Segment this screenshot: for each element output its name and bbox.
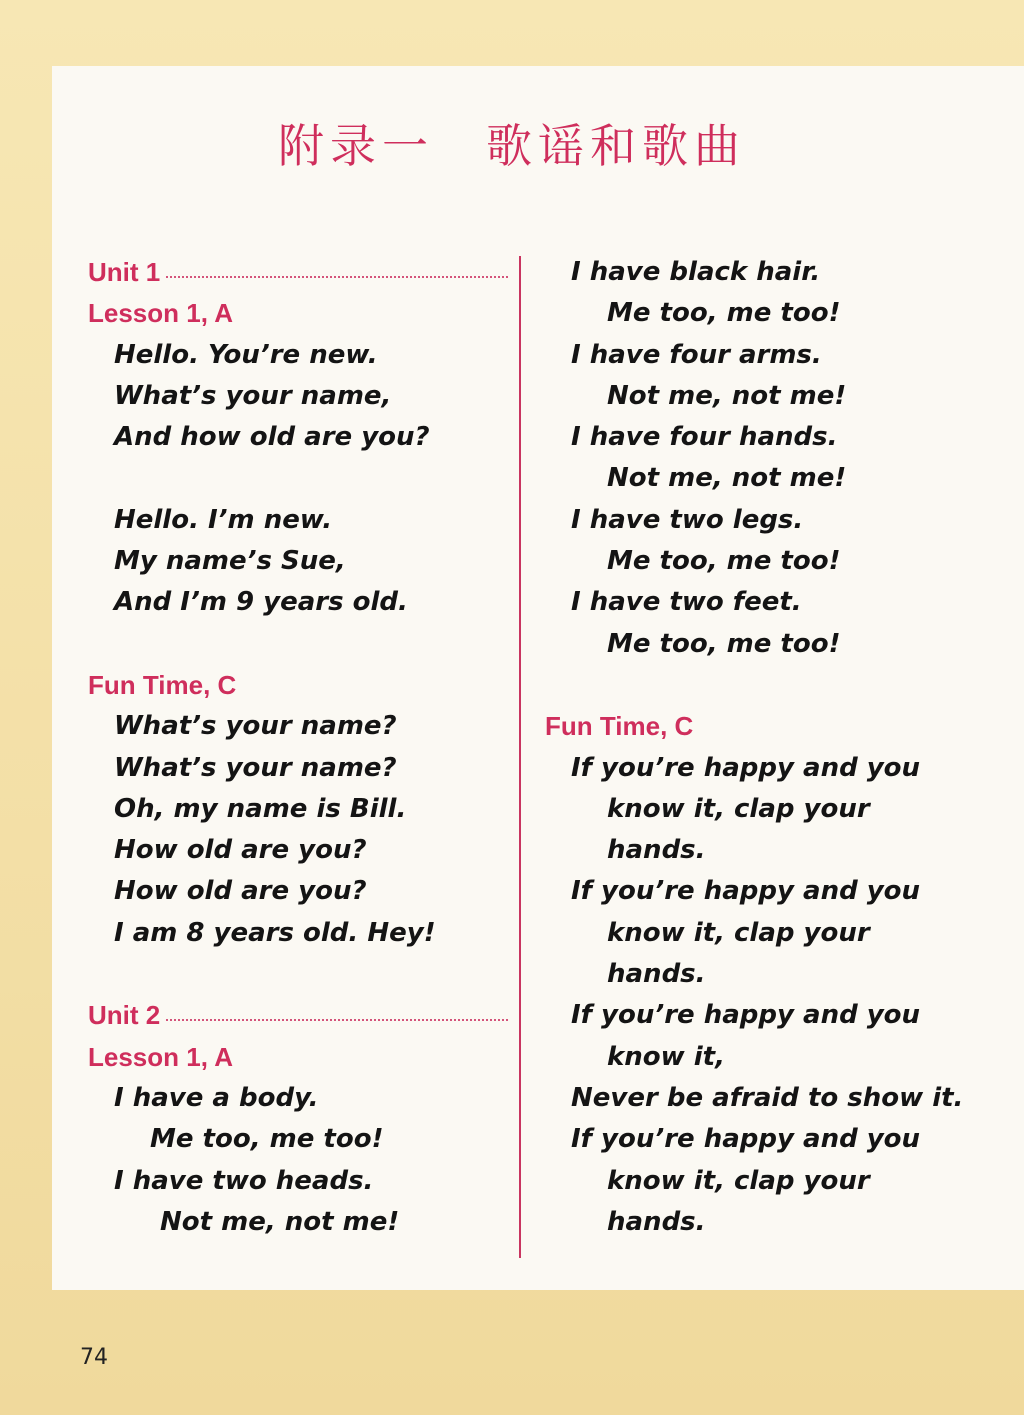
lyric-line: Not me, not me! <box>607 463 847 494</box>
lyric-block <box>545 748 1015 1244</box>
lyric-line: If you’re happy and you <box>571 876 921 907</box>
lesson-heading: Lesson 1, A <box>88 1041 233 1072</box>
lesson-heading: Lesson 1, A <box>88 298 233 329</box>
lyric-line: Me too, me too! <box>150 1124 384 1155</box>
lyric-line: know it, clap your <box>607 793 870 824</box>
lyric-line: I have four hands. <box>571 422 838 453</box>
column-divider <box>519 256 521 1258</box>
lyric-line: My name’s Sue, <box>114 546 346 577</box>
lyric-line: know it, clap your <box>607 917 870 948</box>
lyric-line: What’s your name? <box>114 711 397 742</box>
lyric-line: Hello. You’re new. <box>114 339 378 370</box>
unit-label: Unit 2 <box>88 1000 161 1031</box>
dotted-leader <box>166 1019 508 1021</box>
section-heading: Fun Time, C <box>545 711 694 742</box>
lyric-line: Not me, not me! <box>607 380 847 411</box>
lyric-line: I am 8 years old. Hey! <box>114 917 436 948</box>
lyric-line: know it, clap your <box>607 1165 870 1196</box>
lyric-line: If you’re happy and you <box>571 752 921 783</box>
lyric-line: If you’re happy and you <box>571 1000 921 1031</box>
lyric-line: I have black hair. <box>571 257 821 287</box>
unit-label: Unit 1 <box>88 257 161 287</box>
lyric-line: I have two feet. <box>571 587 802 618</box>
section-heading: Fun Time, C <box>88 669 237 700</box>
lyric-line: I have a body. <box>114 1082 319 1113</box>
lyric-line: How old are you? <box>114 835 367 866</box>
lyric-line: I have two heads. <box>114 1165 374 1196</box>
page-title: 附录一 歌谣和歌曲 <box>278 119 746 173</box>
lyric-line: Me too, me too! <box>607 298 841 329</box>
lyric-line: What’s your name? <box>114 752 397 783</box>
lyric-line: know it, <box>607 1041 725 1072</box>
lyric-line: Me too, me too! <box>607 546 841 577</box>
lyric-line: hands. <box>607 835 706 866</box>
lyric-line: Hello. I’m new. <box>114 504 333 535</box>
page-number: 74 <box>80 1345 108 1370</box>
lyric-line: hands. <box>607 1206 706 1237</box>
lyric-line: If you’re happy and you <box>571 1124 921 1155</box>
lyric-line: Oh, my name is Bill. <box>114 793 407 824</box>
lyric-line: I have four arms. <box>571 339 822 370</box>
lyric-block <box>545 252 1015 665</box>
left-column <box>88 252 508 1243</box>
lyric-line: And I’m 9 years old. <box>114 587 408 618</box>
lyric-line: What’s your name, <box>114 380 392 411</box>
unit-heading <box>88 252 508 293</box>
lyric-line: hands. <box>607 959 706 990</box>
lyric-line: I have two legs. <box>571 504 804 535</box>
lyric-line: Never be afraid to show it. <box>571 1082 964 1113</box>
lyric-line: Not me, not me! <box>160 1206 400 1237</box>
unit-heading <box>88 995 508 1036</box>
dotted-leader <box>166 276 508 278</box>
lyric-line: How old are you? <box>114 876 367 907</box>
lyric-line: And how old are you? <box>114 422 430 453</box>
lyric-line: Me too, me too! <box>607 628 841 659</box>
right-column <box>545 252 1015 1243</box>
lyric-block <box>88 1078 508 1243</box>
